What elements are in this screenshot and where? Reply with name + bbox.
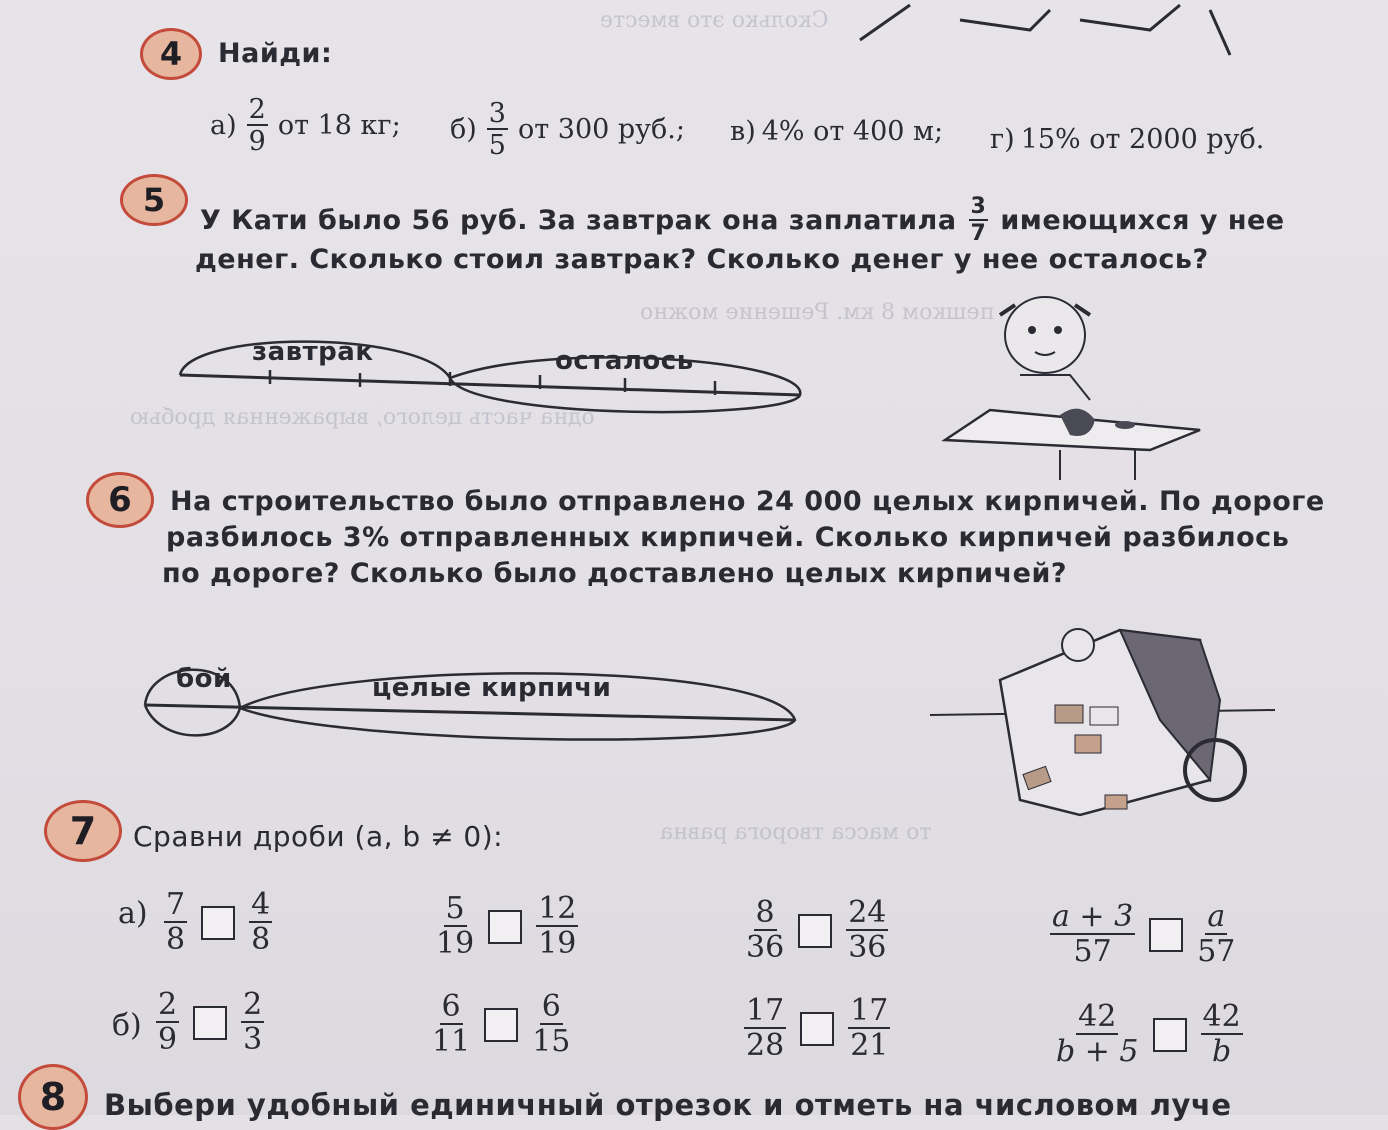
fraction-right: $\frac{24}{36}$	[848, 895, 887, 965]
fraction: $\frac{2}{9}$	[248, 94, 266, 157]
comparison-a1	[160, 887, 276, 957]
fraction-right: $\frac{17}{21}$	[850, 993, 889, 1063]
girl-with-tray-illustration	[940, 290, 1210, 480]
fraction-left: $\frac{6}{11}$	[432, 989, 471, 1059]
book-illustration	[850, 0, 1250, 60]
item-prefix: а)	[210, 110, 237, 141]
answer-box[interactable]	[488, 910, 522, 944]
task-8-text: Выбери удобный единичный отрезок и отметь на числовом луче	[104, 1088, 1232, 1122]
task-8-number-badge: 8	[18, 1064, 88, 1130]
fraction-right: $\frac{4}{8}$	[251, 887, 271, 957]
item-text: от 300 руб.;	[517, 114, 685, 145]
truck-illustration	[930, 610, 1280, 830]
answer-box[interactable]	[800, 1012, 834, 1046]
fraction: $\frac{3}{7}$	[970, 194, 987, 246]
comparison-a4	[1046, 899, 1239, 969]
task-7-number-badge: 7	[44, 800, 122, 862]
task-7-title: Сравни дроби (a, b ≠ 0):	[133, 820, 504, 853]
comparison-a2	[432, 891, 582, 961]
answer-box[interactable]	[1153, 1018, 1187, 1052]
task-4-item-d	[990, 124, 1264, 155]
bleed-through-text: то масса творога равна	[660, 820, 932, 845]
task-4-title: Найди:	[218, 38, 333, 69]
diagram-label-whole-bricks: целые кирпичи	[372, 673, 612, 703]
item-prefix: г)	[990, 124, 1015, 155]
answer-box[interactable]	[193, 1006, 227, 1040]
task-5-line-2: денег. Сколько стоил завтрак? Сколько денег у нее осталось?	[195, 244, 1209, 275]
task-5-line-1	[200, 196, 1285, 245]
answer-box[interactable]	[201, 906, 235, 940]
task-6-line-2: разбилось 3% отправленных кирпичей. Сколько кирпичей разбилось	[166, 522, 1290, 553]
fraction-left: $\frac{8}{36}$	[746, 895, 785, 965]
item-text: от 18 кг;	[277, 110, 401, 141]
answer-box[interactable]	[484, 1008, 518, 1042]
answer-box[interactable]	[798, 914, 832, 948]
fraction-left: $\frac{2}{9}$	[158, 987, 178, 1057]
comparison-b1	[152, 987, 268, 1057]
fraction-left: $\frac{42}{b + 5}$	[1056, 999, 1139, 1069]
task-5-diagram	[170, 320, 820, 420]
task-5-text: имеющихся у нее	[1000, 205, 1285, 236]
fraction-right: $\frac{a}{57}$	[1197, 899, 1236, 969]
task-4-item-a	[210, 96, 401, 155]
fraction-right: $\frac{42}{b}$	[1202, 999, 1241, 1069]
diagram-label-broken: бой	[176, 664, 232, 694]
fraction-right: $\frac{12}{19}$	[538, 891, 577, 961]
task-5-text: У Кати было 56 руб. За завтрак она заплатила	[200, 205, 957, 236]
fraction-left: $\frac{5}{19}$	[436, 891, 475, 961]
bleed-through-text: пешком 8 км. Решение можно	[640, 300, 995, 325]
task-6-line-3: по дороге? Сколько было доставлено целых кирпичей?	[162, 558, 1068, 589]
item-text: 4% от 400 м;	[761, 116, 944, 147]
task-6-number-badge: 6	[86, 472, 154, 528]
comparison-a3	[742, 895, 892, 965]
task-5-number-badge: 5	[120, 174, 188, 226]
comparison-b2	[428, 989, 574, 1059]
diagram-label-remaining: осталось	[555, 346, 694, 376]
fraction-right: $\frac{6}{15}$	[532, 989, 571, 1059]
row-a-label: а)	[118, 896, 148, 931]
row-b-label: б)	[112, 1008, 142, 1043]
task-6-line-1: На строительство было отправлено 24 000 целых кирпичей. По дороге	[170, 486, 1325, 517]
comparison-b3	[740, 993, 894, 1063]
answer-box[interactable]	[1149, 918, 1183, 952]
fraction: $\frac{3}{5}$	[488, 98, 506, 161]
comparison-b4	[1052, 999, 1247, 1069]
task-4-number-badge: 4	[140, 28, 202, 80]
item-text: 15% от 2000 руб.	[1020, 124, 1265, 155]
task-4-item-c	[730, 116, 943, 147]
fraction-right: $\frac{2}{3}$	[243, 987, 263, 1057]
fraction-left: $\frac{7}{8}$	[166, 887, 186, 957]
item-prefix: б)	[450, 114, 477, 145]
bleed-through-text: Сколько это вместе	[600, 8, 829, 33]
task-4-item-b	[450, 100, 685, 159]
diagram-label-breakfast: завтрак	[252, 337, 374, 367]
fraction-left: $\frac{17}{28}$	[746, 993, 785, 1063]
item-prefix: в)	[730, 116, 756, 147]
bleed-through-text: одна часть целого, выраженная дробью	[130, 405, 595, 430]
fraction-left: $\frac{a + 3}{57}$	[1052, 899, 1134, 969]
